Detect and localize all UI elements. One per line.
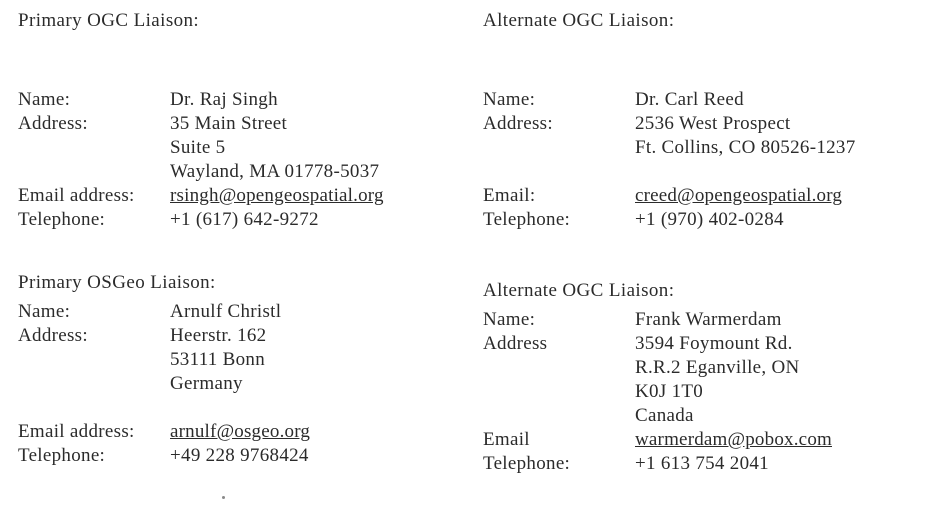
primary-ogc-contact-block <box>18 88 384 232</box>
field-row-email <box>18 420 310 444</box>
field-row <box>18 160 384 184</box>
field-value: 35 Main Street <box>170 113 288 134</box>
field-label: Name: <box>18 301 71 322</box>
field-label: Name: <box>483 309 536 330</box>
heading-alternate-ogc-liaison: Alternate OGC Liaison: <box>483 10 675 31</box>
field-label: Telephone: <box>483 209 571 230</box>
field-row <box>18 348 310 372</box>
field-row <box>483 380 832 404</box>
blank-line <box>483 160 856 184</box>
field-row <box>18 324 310 348</box>
field-label: Address: <box>483 113 553 134</box>
field-label: Address: <box>18 325 88 346</box>
field-row <box>483 452 832 476</box>
heading-primary-osgeo-liaison: Primary OSGeo Liaison: <box>18 272 216 293</box>
field-label: Telephone: <box>18 209 106 230</box>
field-row <box>483 88 856 112</box>
field-row-email <box>483 184 856 208</box>
field-row <box>483 208 856 232</box>
field-value: K0J 1T0 <box>635 381 704 402</box>
alternate-ogc-contact-block <box>483 88 856 232</box>
email-link[interactable]: creed@opengeospatial.org <box>635 185 843 206</box>
field-value: Heerstr. 162 <box>170 325 267 346</box>
field-value: Germany <box>170 373 243 394</box>
field-row <box>483 332 832 356</box>
field-label: Name: <box>483 89 536 110</box>
blank-line <box>18 396 310 420</box>
field-value: Arnulf Christl <box>170 301 282 322</box>
field-value: Canada <box>635 405 694 426</box>
field-value: +1 (617) 642-9272 <box>170 209 319 230</box>
field-row <box>18 372 310 396</box>
field-row <box>483 356 832 380</box>
field-label: Address: <box>18 113 88 134</box>
field-label: Address <box>483 333 548 354</box>
field-label: Telephone: <box>483 453 571 474</box>
heading-primary-ogc-liaison: Primary OGC Liaison: <box>18 10 200 31</box>
field-row <box>18 444 310 468</box>
scan-artifact-dot <box>222 496 225 499</box>
alternate-ogc-contact-block-2 <box>483 308 832 476</box>
email-link[interactable]: rsingh@opengeospatial.org <box>170 185 384 206</box>
field-row-email <box>18 184 384 208</box>
field-row <box>18 88 384 112</box>
field-row <box>483 136 856 160</box>
field-value: +1 (970) 402-0284 <box>635 209 784 230</box>
field-row-email <box>483 428 832 452</box>
field-row <box>483 404 832 428</box>
field-row <box>18 112 384 136</box>
field-row <box>18 136 384 160</box>
field-value: Suite 5 <box>170 137 226 158</box>
field-row <box>18 300 310 324</box>
field-value: 3594 Foymount Rd. <box>635 333 793 354</box>
field-value: Dr. Carl Reed <box>635 89 744 110</box>
field-row <box>18 208 384 232</box>
email-link[interactable]: arnulf@osgeo.org <box>170 421 311 442</box>
field-value: 2536 West Prospect <box>635 113 791 134</box>
field-label: Name: <box>18 89 71 110</box>
field-value: +1 613 754 2041 <box>635 453 769 474</box>
field-label: Email <box>483 429 530 450</box>
field-label: Email: <box>483 185 536 206</box>
field-label: Email address: <box>18 185 135 206</box>
field-row <box>483 308 832 332</box>
heading-alternate-ogc-liaison-2: Alternate OGC Liaison: <box>483 280 675 301</box>
field-value: Ft. Collins, CO 80526-1237 <box>635 137 856 158</box>
field-value: 53111 Bonn <box>170 349 266 370</box>
field-row <box>483 112 856 136</box>
email-link[interactable]: warmerdam@pobox.com <box>635 429 832 450</box>
primary-osgeo-contact-block <box>18 300 310 468</box>
field-value: R.R.2 Eganville, ON <box>635 357 800 378</box>
field-value: Wayland, MA 01778-5037 <box>170 161 380 182</box>
field-value: Frank Warmerdam <box>635 309 782 330</box>
field-value: Dr. Raj Singh <box>170 89 278 110</box>
field-label: Telephone: <box>18 445 106 466</box>
field-label: Email address: <box>18 421 135 442</box>
field-value: +49 228 9768424 <box>170 445 309 466</box>
